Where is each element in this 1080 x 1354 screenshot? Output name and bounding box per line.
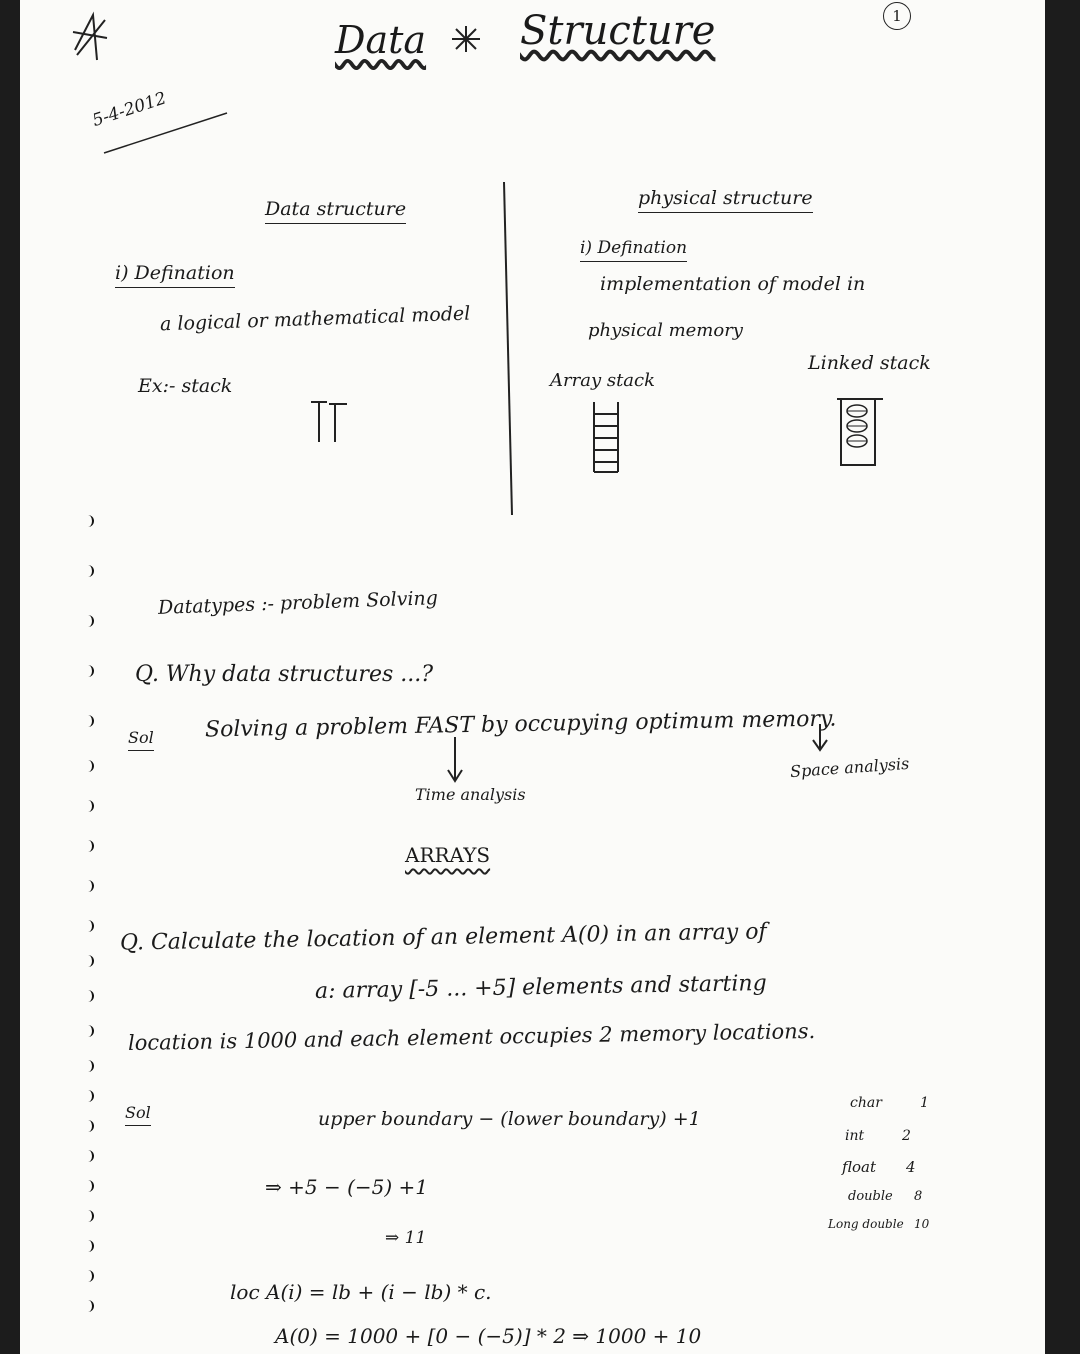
size-row [845,1128,960,1144]
date-underline [102,108,232,158]
question-calc-line1: Q. Calculate the location of an element A(0) in an array of [119,919,767,956]
right-definition-label: i) Defination [580,238,687,262]
column-divider [498,180,518,520]
page-number: 1 [883,2,911,30]
down-arrow-icon [810,722,830,754]
title-right: Structure [520,8,716,54]
array-stack-label: Array stack [550,370,656,391]
notebook-page [20,0,1045,1354]
question-calc-line2: a: array [-5 ... +5] elements and starting [314,971,767,1004]
sol-label-1: Sol [128,728,154,751]
answer-why: Solving a problem FAST by occupying optimum memory. [204,706,837,743]
size-row [848,1189,960,1204]
question-why: Q. Why data structures ...? [135,662,434,687]
size-value: 2 [902,1128,911,1144]
right-definition-line2: physical memory [588,320,743,341]
size-value: 8 [914,1189,923,1204]
right-definition-line1: implementation of model in [600,273,866,295]
arrays-heading: ARRAYS [405,843,491,867]
time-analysis: Time analysis [415,785,526,804]
left-example: Ex:- stack [138,375,233,397]
final-computation: A(0) = 1000 + [0 − (−5)] * 2 ⇒ 1000 + 10 [275,1324,702,1348]
loc-formula: loc A(i) = lb + (i − lb) * c. [230,1280,492,1304]
datatypes-line: Datatypes :- problem Solving [157,587,439,619]
linked-stack-sketch [835,395,885,470]
right-heading: physical structure [638,187,813,213]
space-analysis: Space analysis [789,753,910,782]
question-calc-line3: location is 1000 and each element occupies 2 memory locations. [127,1019,816,1055]
sol-label-2: Sol [125,1103,151,1126]
spiral-binding [78,500,108,1340]
asterisk-icon [448,22,484,56]
size-value: 1 [920,1095,929,1111]
left-definition-label: i) Defination [115,262,235,288]
array-stack-sketch [588,400,628,475]
stack-sketch [305,398,355,446]
left-definition-text: a logical or mathematical model [159,302,471,336]
date: 5-4-2012 [90,88,169,132]
formula-result: ⇒ 11 [385,1228,427,1248]
star-icon [65,10,115,70]
formula-substituted: ⇒ +5 − (−5) +1 [265,1175,428,1199]
size-type: Long double [828,1217,904,1231]
size-type: float [842,1158,877,1176]
size-value: 10 [914,1217,930,1231]
size-type: int [845,1128,865,1144]
size-row [828,1217,958,1231]
size-type: char [850,1095,882,1111]
formula-boundary: upper boundary − (lower boundary) +1 [318,1108,701,1130]
size-row [842,1158,960,1176]
down-arrow-icon [445,735,465,785]
title-left: Data [335,18,427,62]
linked-stack-label: Linked stack [808,352,931,374]
size-type: double [848,1189,893,1204]
size-value: 4 [906,1158,916,1176]
left-heading: Data structure [265,198,406,224]
size-row [850,1095,960,1111]
